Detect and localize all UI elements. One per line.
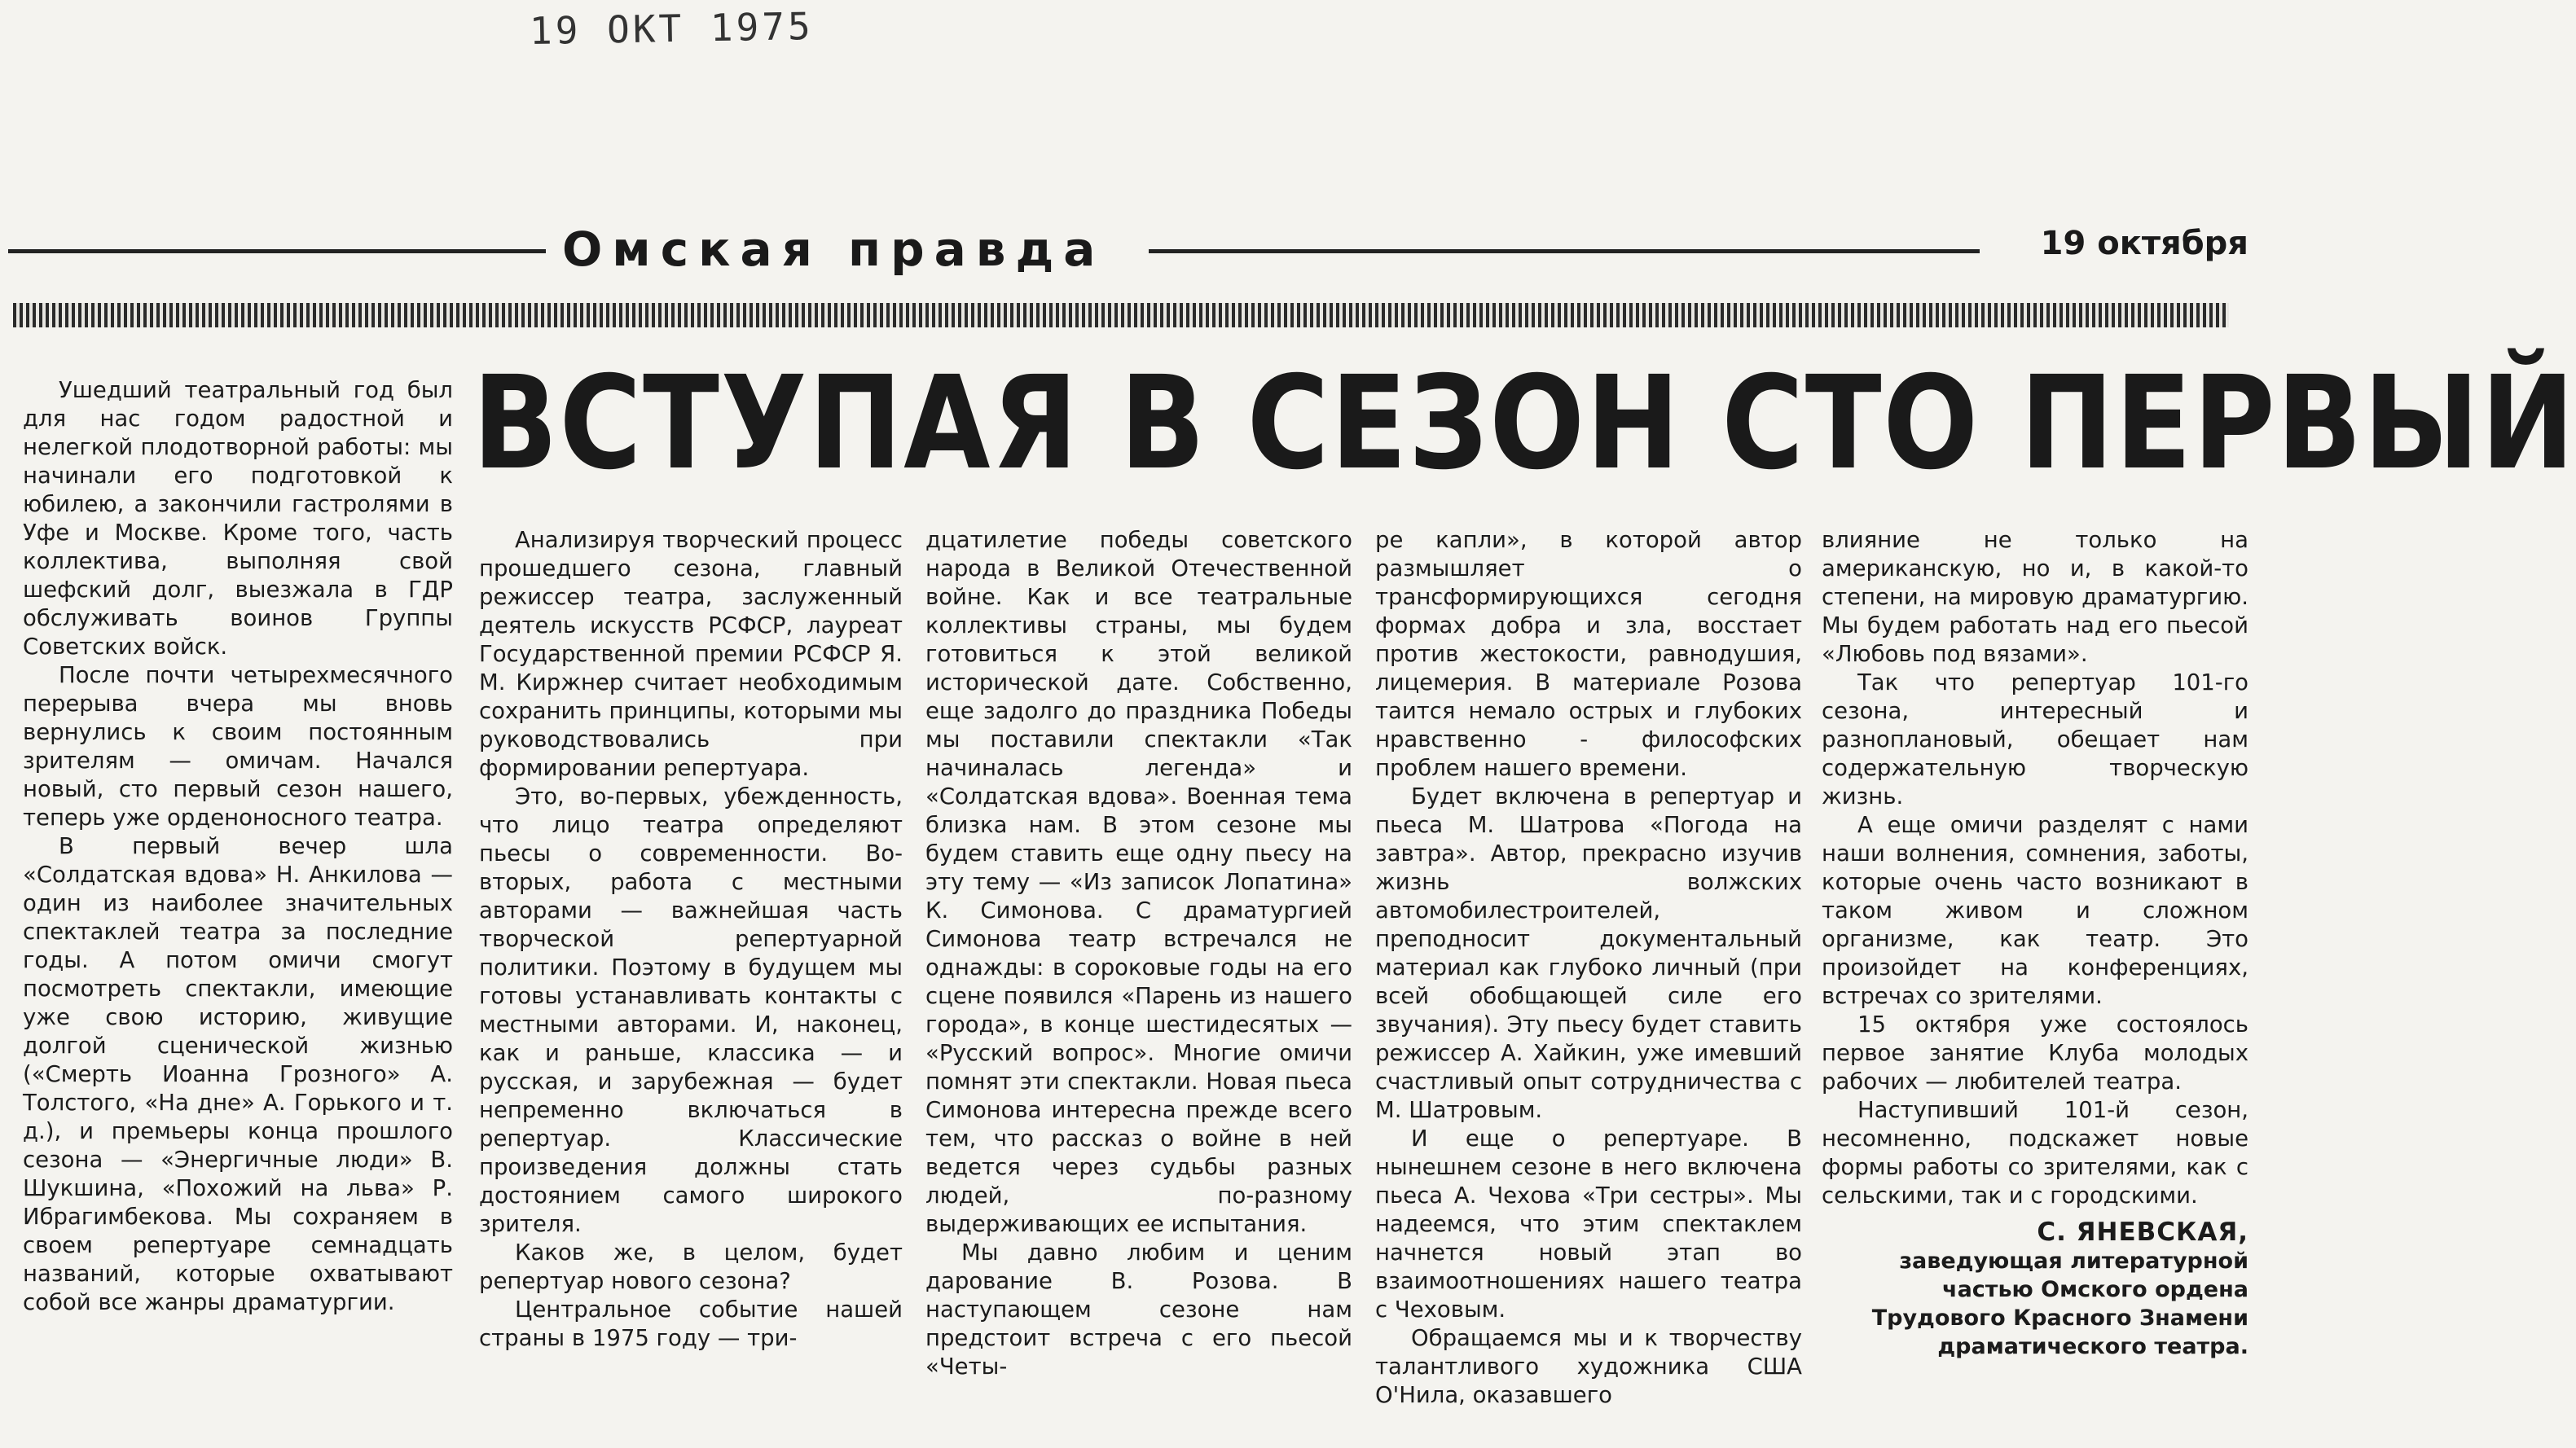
date-stamp: 19 ОКТ 1975 bbox=[529, 3, 815, 54]
paragraph: После почти четырехмесячного перерыва вчера мы вновь вернулись к своим постоянным зрителям — омичам. Начался новый, сто первый сезон нашего, теперь уже орденоносного театра. bbox=[23, 662, 453, 831]
article-headline: ВСТУПАЯ В СЕЗОН СТО ПЕРВЫЙ bbox=[473, 349, 2576, 498]
paragraph: 15 октября уже состоялось первое занятие Клуба молодых рабочих — любителей театра. bbox=[1822, 1011, 2249, 1095]
paragraph: дцатилетие победы советского народа в Великой Отечественной войне. Как и все театральные коллективы страны, мы будем готовиться к этой великой исторической дате. Собственно, еще задолго до праздника Победы мы поставили спектакли «Так начиналась легенда» и «Солдатская вдова». Военная тема близка нам. В этом сезоне мы будем ставить еще одну пьесу на эту тему — «Из записок Лопатина» К. Симонова. С драматургией Симонова театр встречался не однажды: в сороковые годы на его сцене появился «Парень из нашего города», в конце шестидесятых — «Русский вопрос». Многие омичи помнят эти спектакли. Новая пьеса Симонова интересна прежде всего тем, что рассказ о войне в ней ведется через судьбы разных людей, по-разному выдерживающих ее испытания. bbox=[925, 527, 1352, 1237]
article-column-4 bbox=[1375, 526, 1802, 1410]
paragraph: Мы давно любим и ценим дарование В. Розова. В наступающем сезоне нам предстоит встреча с его пьесой «Четы- bbox=[925, 1240, 1352, 1380]
paragraph: Наступивший 101-й сезон, несомненно, подскажет новые формы работы со зрителями, как с сельскими, так и с городскими. bbox=[1822, 1097, 2249, 1209]
author-title-line: Трудового Красного Знамени bbox=[1871, 1305, 2249, 1331]
paragraph: Так что репертуар 101-го сезона, интересный и разноплановый, обещает нам содержательную творческую жизнь. bbox=[1822, 669, 2249, 810]
hatched-divider bbox=[13, 303, 2229, 327]
author-title-line: драматического театра. bbox=[1937, 1334, 2249, 1359]
paragraph: Анализируя творческий процесс прошедшего сезона, главный режиссер театра, заслуженный деятель искусств РСФСР, лауреат Государственной премии РСФСР Я. М. Киржнер считает необходимым сохранить принципы, которыми мы руководствовались при формировании репертуара. bbox=[479, 527, 903, 781]
paragraph: Центральное событие нашей страны в 1975 году — три- bbox=[479, 1297, 903, 1351]
masthead-rule-right bbox=[1149, 249, 1980, 253]
paragraph: И еще о репертуаре. В нынешнем сезоне в него включена пьеса А. Чехова «Три сестры». Мы надеемся, что этим спектаклем начнется новый этап во взаимоотношениях нашего театра с Чеховым. bbox=[1375, 1125, 1802, 1323]
paragraph: Обращаемся мы и к творчеству талантливого художника США О'Нила, оказавшего bbox=[1375, 1325, 1802, 1408]
paragraph: Это, во-первых, убежденность, что лицо театра определяют пьесы о современности. Во-вторых, работа с местными авторами — важнейшая часть творческой репертуарной политики. Поэтому в будущем мы готовы устанавливать контакты с местными авторами. И, наконец, как и раньше, классика — и русская, и зарубежная — будет непременно включаться в репертуар. Классические произведения должны стать достоянием самого широкого зрителя. bbox=[479, 783, 903, 1237]
author-title-line: заведующая литературной bbox=[1899, 1248, 2249, 1274]
paragraph: В первый вечер шла «Солдатская вдова» Н. Анкилова — один из наиболее значительных спектаклей театра за последние годы. А потом омичи смогут посмотреть спектакли, имеющие уже свою историю, живущие долгой сценической жизнью («Смерть Иоанна Грозного» А. Толстого, «На дне» А. Горького и т. д.), и премьеры конца прошлого сезона — «Энергичные люди» В. Шукшина, «Похожий на льва» Р. Ибрагимбекова. Мы сохраняем в своем репертуаре семнадцать названий, которые охватывают собой все жанры драматургии. bbox=[23, 833, 453, 1315]
paragraph: Будет включена в репертуар и пьеса М. Шатрова «Погода на завтра». Автор, прекрасно изучив жизнь волжских автомобилестроителей, преподносит документальный материал как глубоко личный (при всей обобщающей силе его звучания). Эту пьесу будет ставить режиссер А. Хайкин, уже имевший счастливый опыт сотрудничества с М. Шатровым. bbox=[1375, 783, 1802, 1123]
paragraph: Ушедший театральный год был для нас годом радостной и нелегкой плодотворной работы: мы начинали его подготовкой к юбилею, а закончили гастролями в Уфе и Москве. Кроме того, часть коллектива, выполняя свой шефский долг, выезжала в ГДР обслуживать воинов Группы Советских войск. bbox=[23, 377, 453, 660]
paragraph: Каков же, в целом, будет репертуар нового сезона? bbox=[479, 1240, 903, 1294]
author-title-line: частью Омского ордена bbox=[1942, 1277, 2249, 1302]
masthead bbox=[8, 213, 2249, 287]
article-column-1 bbox=[23, 376, 453, 1317]
masthead-rule-left bbox=[8, 249, 546, 253]
newspaper-name: Омская правда bbox=[562, 222, 1106, 277]
author-signature bbox=[1822, 1218, 2249, 1361]
article-column-2 bbox=[479, 526, 903, 1353]
article-column-5 bbox=[1822, 526, 2249, 1361]
paragraph: влияние не только на американскую, но и, в какой-то степени, на мировую драматургию. Мы будем работать над его пьесой «Любовь под вязами». bbox=[1822, 527, 2249, 667]
article-column-3 bbox=[925, 526, 1352, 1381]
paragraph: А еще омичи разделят с нами наши волнения, сомнения, заботы, которые очень часто возникают в таком живом и сложном организме, как театр. Это произойдет на конференциях, встречах со зрителями. bbox=[1822, 812, 2249, 1009]
author-name: С. ЯНЕВСКАЯ, bbox=[2037, 1218, 2249, 1247]
issue-date: 19 октября bbox=[2040, 225, 2249, 262]
paragraph: ре капли», в которой автор размышляет о трансформирующихся сегодня формах добра и зла, восстает против жестокости, равнодушия, лицемерия. В материале Розова таится немало острых и глубоких нравственно - философских проблем нашего времени. bbox=[1375, 527, 1802, 781]
